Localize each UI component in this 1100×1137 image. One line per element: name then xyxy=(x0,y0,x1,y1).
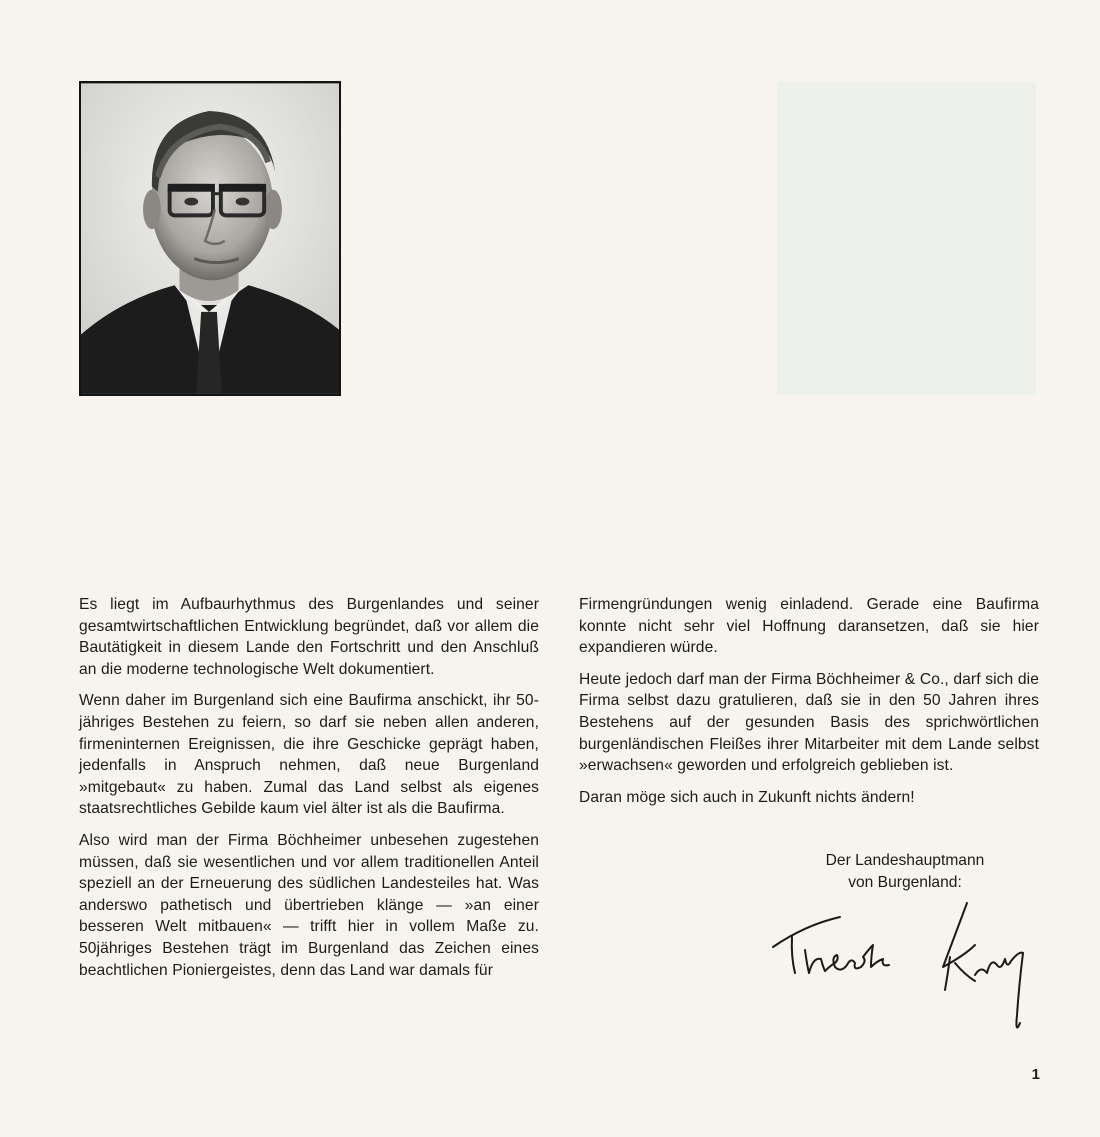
paragraph: Also wird man der Firma Böchheimer unbesehen zugestehen müssen, daß sie wesentlichen und vor allem traditionellen Anteil speziell an der Erneuerung des südlichen Landesteiles hat. Was anderswo pathetisch und übertrieben klänge — »an einer besseren Welt mitbauen« — trifft hier in vollem Maße zu. 50jähriges Bestehen trägt im Burgenland das Zeichen eines beachtlichen Pioniergeistes, denn das Land war damals für xyxy=(79,831,539,979)
paragraph: Firmengründungen wenig einladend. Gerade eine Baufirma konnte nicht sehr viel Hoffnung daransetzen, daß sie hier expandieren würde. xyxy=(579,596,1039,657)
portrait-photo xyxy=(79,81,341,396)
portrait-photo-icon xyxy=(81,83,339,394)
signoff-title: Der Landeshauptmann xyxy=(825,852,985,869)
signoff xyxy=(770,850,1040,893)
handwritten-signature-icon xyxy=(765,895,1040,1040)
faded-image-area xyxy=(777,82,1036,395)
signoff-region: von Burgenland: xyxy=(848,873,962,891)
paragraph: Es liegt im Aufbaurhythmus des Burgenlandes und seiner gesamtwirtschaftlichen Entwicklung begründet, daß vor allem die Bautätigkeit in diesem Lande den Fortschritt und den Anschluß an die moderne technologische Welt dokumentiert. xyxy=(79,596,539,678)
page-number: 1 xyxy=(1031,1066,1040,1083)
paragraph: Wenn daher im Burgenland sich eine Baufirma anschickt, ihr 50-jähriges Bestehen zu feiern, so darf sie neben allen anderen, firmeninternen Ereignissen, die ihre Geschicke geprägt haben, jedenfalls in Anspruch nehmen, daß neue Burgenland »mitgebaut« zu haben. Zumal das Land selbst als eigenes staatsrechtliches Gebilde kaum viel älter ist als die Baufirma. xyxy=(79,692,539,818)
signature xyxy=(765,895,1040,1040)
paragraph: Daran möge sich auch in Zukunft nichts ändern! xyxy=(579,788,915,806)
paragraph: Heute jedoch darf man der Firma Böchheimer & Co., darf sich die Firma selbst dazu gratulieren, daß sie in den 50 Jahren ihres Bestehens auf der gesunden Basis des sprichwörtlichen burgenländischen Fleißes ihrer Mitarbeiter mit dem Lande selbst »erwachsen« geworden und erfolgreich geblieben ist. xyxy=(579,670,1039,775)
right-column xyxy=(579,594,1039,818)
left-column xyxy=(79,594,539,991)
